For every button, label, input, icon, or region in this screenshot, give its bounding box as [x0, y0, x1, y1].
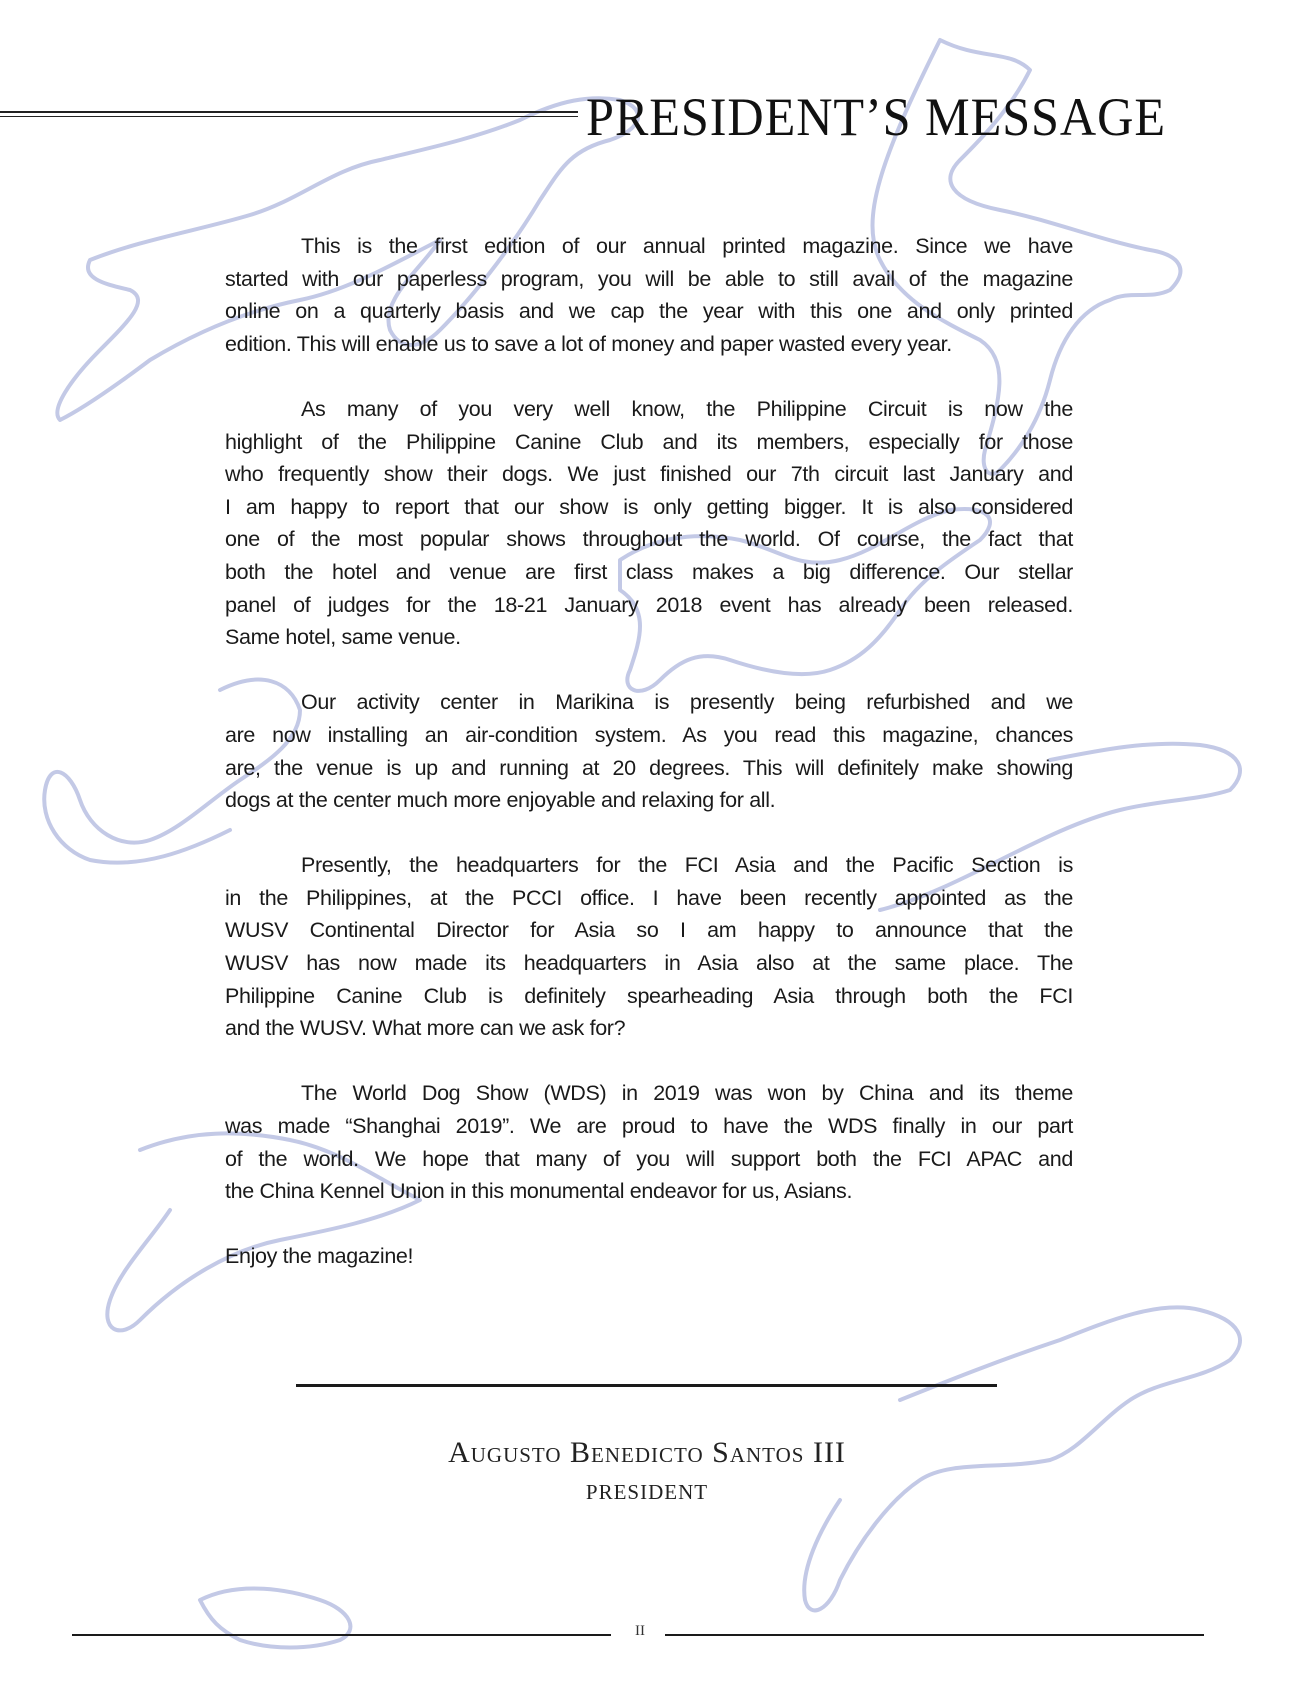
signatory-title: PRESIDENT [585, 1480, 709, 1504]
paragraph-line: I am happy to report that our show is only getting bigger. It is also considered [225, 494, 1073, 519]
paragraph-line: Our activity center in Marikina is presently being refurbished and we [301, 690, 1073, 715]
paragraph-line: Philippine Canine Club is definitely spearheading Asia through both the FCI [225, 983, 1073, 1008]
paragraph [225, 686, 1073, 816]
paragraph-line: highlight of the Philippine Canine Club and its members, especially for those [225, 429, 1073, 454]
paragraph-line: panel of judges for the 18-21 January 2018 event has already been released. [225, 592, 1073, 617]
page-number: II [635, 1623, 645, 1639]
paragraph-line: This is the first edition of our annual printed magazine. Since we have [301, 234, 1073, 258]
signature-line [296, 1384, 997, 1387]
paragraph-line: and the WUSV. What more can we ask for? [225, 1016, 626, 1041]
paragraph-line: edition. This will enable us to save a lot of money and paper wasted every year. [225, 331, 952, 356]
paragraph-line: one of the most popular shows throughout the world. Of course, the fact that [225, 527, 1073, 552]
paragraph [225, 230, 1073, 360]
paragraph-line: the China Kennel Union in this monumental endeavor for us, Asians. [225, 1179, 853, 1204]
paragraph-line: are now installing an air-condition system. As you read this magazine, chances [225, 722, 1073, 747]
paragraph-line: in the Philippines, at the PCCI office. I have been recently appointed as the [225, 885, 1073, 910]
paragraph-line: was made “Shanghai 2019”. We are proud to have the WDS finally in our part [225, 1114, 1073, 1139]
paragraph-line: Presently, the headquarters for the FCI Asia and the Pacific Section is [301, 853, 1073, 878]
paragraph [225, 1077, 1073, 1207]
paragraph-line: Same hotel, same venue. [225, 625, 461, 650]
title-double-rule [0, 111, 578, 117]
signatory-name: Augusto Benedicto Santos III [448, 1436, 846, 1469]
paragraph [225, 393, 1073, 654]
footer-rule-left [72, 1634, 611, 1636]
paragraph-line: The World Dog Show (WDS) in 2019 was won by China and its theme [301, 1081, 1073, 1106]
paragraph-line: As many of you very well know, the Philippine Circuit is now the [301, 396, 1073, 421]
paragraph-line: WUSV Continental Director for Asia so I am happy to announce that the [225, 918, 1073, 943]
paragraph [225, 1240, 1073, 1273]
paragraph [225, 849, 1073, 1045]
paragraph-line: started with our paperless program, you will be able to still avail of the magazine [225, 266, 1073, 291]
greyhound-silhouette-icon [200, 1588, 350, 1647]
paragraph-line: Enjoy the magazine! [225, 1244, 414, 1269]
paragraph-line: both the hotel and venue are first class makes a big difference. Our stellar [225, 559, 1073, 584]
page-title: PRESIDENT’S MESSAGE [586, 87, 1166, 147]
paragraph-line: who frequently show their dogs. We just finished our 7th circuit last January and [225, 462, 1073, 487]
paragraph-line: of the world. We hope that many of you will support both the FCI APAC and [225, 1146, 1073, 1171]
paragraph-line: online on a quarterly basis and we cap the year with this one and only printed [225, 299, 1073, 324]
paragraph-line: dogs at the center much more enjoyable and relaxing for all. [225, 788, 776, 813]
paragraph-line: WUSV has now made its headquarters in Asia also at the same place. The [225, 951, 1073, 976]
message-body [225, 230, 1073, 1306]
paragraph-line: are, the venue is up and running at 20 degrees. This will definitely make showing [225, 755, 1073, 780]
footer-rule-right [665, 1634, 1204, 1636]
